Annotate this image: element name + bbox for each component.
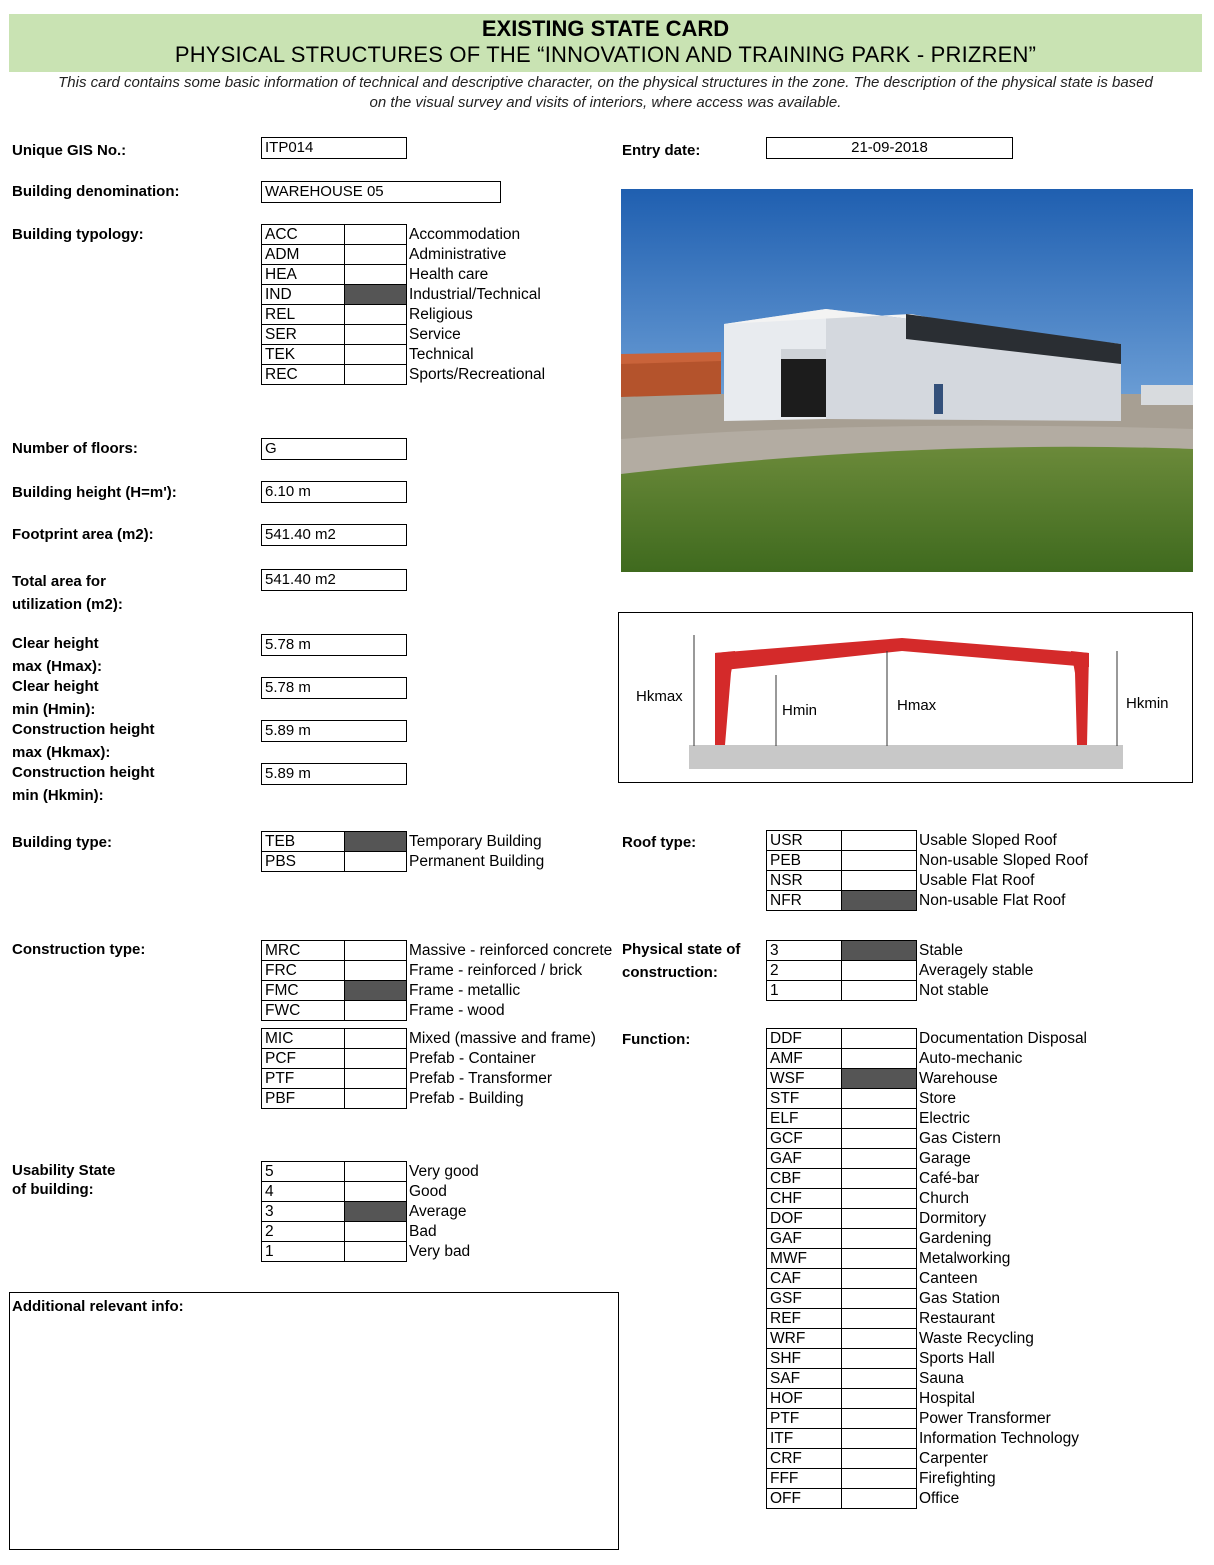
option-description: Sports/Recreational — [409, 365, 546, 383]
hkmax-label — [12, 718, 155, 764]
hkmin-label — [12, 761, 155, 807]
option-description: Very good — [409, 1162, 479, 1180]
option-description: Non-usable Flat Roof — [919, 891, 1066, 909]
option-row — [767, 1329, 1088, 1349]
option-code: CBF — [767, 1169, 842, 1189]
option-description: Good — [409, 1182, 447, 1200]
usability-label-line1: Usability State — [12, 1162, 116, 1179]
option-row — [767, 1489, 1088, 1509]
option-description: Frame - wood — [409, 1001, 505, 1019]
option-checkbox[interactable] — [842, 1429, 917, 1449]
option-code: SAF — [767, 1369, 842, 1389]
option-description: Very bad — [409, 1242, 471, 1260]
option-checkbox[interactable] — [842, 1249, 917, 1269]
option-description: Service — [409, 325, 461, 343]
option-checkbox[interactable] — [842, 871, 917, 891]
option-checkbox[interactable] — [842, 1489, 917, 1509]
diagram-label-hmax: Hmax — [897, 697, 937, 714]
construction-type-table-b — [261, 1028, 597, 1109]
option-description: Frame - reinforced / brick — [409, 961, 583, 979]
option-checkbox[interactable] — [345, 1182, 407, 1202]
option-row — [767, 941, 1034, 961]
floors-label: Number of floors: — [12, 440, 138, 457]
option-checkbox[interactable] — [345, 285, 407, 305]
option-row — [767, 1089, 1088, 1109]
card-title: EXISTING STATE CARD — [481, 16, 730, 41]
option-checkbox[interactable] — [842, 1189, 917, 1209]
option-code: ELF — [767, 1109, 842, 1129]
option-code: PTF — [767, 1409, 842, 1429]
option-description: Technical — [409, 345, 474, 363]
option-checkbox[interactable] — [345, 1202, 407, 1222]
option-code: GAF — [767, 1229, 842, 1249]
option-description: Power Transformer — [919, 1409, 1051, 1427]
option-checkbox[interactable] — [842, 1349, 917, 1369]
denomination-field[interactable]: WAREHOUSE 05 — [261, 181, 501, 203]
option-row — [767, 1069, 1088, 1089]
option-description: Sauna — [919, 1369, 964, 1387]
option-checkbox[interactable] — [842, 1169, 917, 1189]
diagram-label-hmin: Hmin — [782, 702, 818, 719]
option-row — [262, 1242, 480, 1262]
option-row — [262, 305, 546, 325]
usability-label — [12, 1161, 115, 1199]
option-code: REC — [262, 365, 345, 385]
option-checkbox[interactable] — [345, 265, 407, 285]
option-description: Stable — [919, 941, 963, 959]
option-description: Sports Hall — [919, 1349, 995, 1367]
function-label: Function: — [622, 1031, 691, 1048]
option-code: USR — [767, 831, 842, 851]
option-row — [262, 365, 546, 385]
usability-table — [261, 1161, 480, 1262]
option-code: CHF — [767, 1189, 842, 1209]
option-row — [767, 1129, 1088, 1149]
option-description: Massive - reinforced concrete — [409, 941, 613, 959]
option-description: Gardening — [919, 1229, 992, 1247]
option-description: Office — [919, 1489, 960, 1507]
option-description: Averagely stable — [919, 961, 1034, 979]
roof-type-label: Roof type: — [622, 834, 697, 851]
option-checkbox[interactable] — [345, 1069, 407, 1089]
hmin-field[interactable]: 5.78 m — [261, 677, 407, 699]
option-row — [767, 1029, 1088, 1049]
option-row — [767, 1409, 1088, 1429]
option-code: DOF — [767, 1209, 842, 1229]
gis-field[interactable]: ITP014 — [261, 137, 407, 159]
hmin-label — [12, 675, 99, 721]
hkmax-label-line2: max (Hkmax): — [12, 744, 111, 761]
option-code: NFR — [767, 891, 842, 911]
option-checkbox[interactable] — [345, 1001, 407, 1021]
option-row — [767, 961, 1034, 981]
option-checkbox[interactable] — [842, 891, 917, 911]
option-code: SHF — [767, 1349, 842, 1369]
option-checkbox[interactable] — [345, 981, 407, 1001]
option-checkbox[interactable] — [842, 1369, 917, 1389]
intro-line-1: This card contains some basic information of technical and descriptive character, on the physical structures in the zone. The description of the physical state is based — [58, 74, 1153, 91]
option-code: 3 — [767, 941, 842, 961]
option-checkbox[interactable] — [842, 1229, 917, 1249]
option-row — [767, 831, 1089, 851]
option-row — [262, 1182, 480, 1202]
option-code: WSF — [767, 1069, 842, 1089]
option-checkbox[interactable] — [345, 325, 407, 345]
hmax-label-line1: Clear height — [12, 635, 99, 652]
option-description: Religious — [409, 305, 473, 323]
option-code: GAF — [767, 1149, 842, 1169]
option-code: 5 — [262, 1162, 345, 1182]
denomination-label: Building denomination: — [12, 183, 180, 200]
option-row — [767, 1309, 1088, 1329]
option-row — [767, 1349, 1088, 1369]
option-row — [767, 1109, 1088, 1129]
option-description: Garage — [919, 1149, 971, 1167]
option-row — [767, 851, 1089, 871]
option-description: Usable Sloped Roof — [919, 831, 1057, 849]
construction-type-label: Construction type: — [12, 941, 146, 958]
diagram-label-hkmax: Hkmax — [636, 688, 683, 705]
option-row — [767, 1469, 1088, 1489]
entry-date-field[interactable]: 21-09-2018 — [766, 137, 1013, 159]
option-checkbox[interactable] — [345, 1222, 407, 1242]
hkmax-field[interactable]: 5.89 m — [261, 720, 407, 742]
construction-type-table-a — [261, 940, 613, 1021]
option-description: Waste Recycling — [919, 1329, 1034, 1347]
option-row — [262, 1222, 480, 1242]
option-code: NSR — [767, 871, 842, 891]
option-checkbox[interactable] — [345, 941, 407, 961]
option-checkbox[interactable] — [345, 1089, 407, 1109]
hkmax-label-line1: Construction height — [12, 721, 155, 738]
option-code: GCF — [767, 1129, 842, 1149]
option-code: 1 — [262, 1242, 345, 1262]
option-checkbox[interactable] — [345, 365, 407, 385]
total-area-label-line2: utilization (m2): — [12, 596, 123, 613]
option-row — [767, 1149, 1088, 1169]
option-description: Church — [919, 1189, 969, 1207]
option-row — [767, 1449, 1088, 1469]
hmax-field[interactable]: 5.78 m — [261, 634, 407, 656]
option-row — [262, 981, 613, 1001]
option-row — [262, 265, 546, 285]
option-row — [767, 1389, 1088, 1409]
building-photo — [621, 189, 1193, 572]
option-code: ACC — [262, 225, 345, 245]
option-description: Carpenter — [919, 1449, 988, 1467]
option-row — [262, 1049, 597, 1069]
option-checkbox[interactable] — [842, 1269, 917, 1289]
option-row — [767, 1169, 1088, 1189]
option-row — [262, 1001, 613, 1021]
option-row — [767, 1049, 1088, 1069]
option-code: MWF — [767, 1249, 842, 1269]
option-code: DDF — [767, 1029, 842, 1049]
option-description: Prefab - Container — [409, 1049, 536, 1067]
option-description: Accommodation — [409, 225, 521, 243]
option-row — [767, 1369, 1088, 1389]
option-code: HOF — [767, 1389, 842, 1409]
option-checkbox[interactable] — [842, 1089, 917, 1109]
option-row — [767, 1189, 1088, 1209]
option-checkbox[interactable] — [842, 1149, 917, 1169]
option-description: Prefab - Building — [409, 1089, 524, 1107]
option-description: Hospital — [919, 1389, 975, 1407]
option-row — [767, 1269, 1088, 1289]
option-row — [262, 961, 613, 981]
hkmin-label-line1: Construction height — [12, 764, 155, 781]
physical-state-label-line2: construction: — [622, 964, 718, 981]
option-description: Café-bar — [919, 1169, 980, 1187]
option-row — [767, 981, 1034, 1001]
building-type-label: Building type: — [12, 834, 112, 851]
option-row — [767, 1289, 1088, 1309]
option-description: Industrial/Technical — [409, 285, 541, 303]
option-checkbox[interactable] — [842, 1469, 917, 1489]
option-checkbox[interactable] — [842, 851, 917, 871]
hmin-label-line1: Clear height — [12, 678, 99, 695]
option-description: Store — [919, 1089, 957, 1107]
additional-info-box[interactable] — [9, 1292, 619, 1550]
option-code: 4 — [262, 1182, 345, 1202]
card-header — [9, 14, 1202, 72]
physical-state-table — [766, 940, 1034, 1001]
hmin-label-line2: min (Hmin): — [12, 701, 96, 718]
option-row — [262, 832, 545, 852]
option-code: WRF — [767, 1329, 842, 1349]
hmax-label — [12, 632, 102, 678]
option-code: FMC — [262, 981, 345, 1001]
option-description: Dormitory — [919, 1209, 987, 1227]
option-code: CAF — [767, 1269, 842, 1289]
option-checkbox[interactable] — [842, 981, 917, 1001]
option-checkbox[interactable] — [842, 1309, 917, 1329]
option-description: Information Technology — [919, 1429, 1079, 1447]
option-code: FFF — [767, 1469, 842, 1489]
option-code: PBF — [262, 1089, 345, 1109]
option-row — [262, 1202, 480, 1222]
option-code: PEB — [767, 851, 842, 871]
building-type-table — [261, 831, 545, 872]
footprint-label: Footprint area (m2): — [12, 526, 154, 543]
total-area-label-line1: Total area for — [12, 573, 106, 590]
option-code: FWC — [262, 1001, 345, 1021]
option-row — [767, 1429, 1088, 1449]
option-row — [767, 1249, 1088, 1269]
intro-text — [9, 73, 1202, 113]
option-code: 3 — [262, 1202, 345, 1222]
option-checkbox[interactable] — [842, 1049, 917, 1069]
total-area-label — [12, 570, 123, 616]
roof-type-table — [766, 830, 1089, 911]
option-code: AMF — [767, 1049, 842, 1069]
height-field[interactable]: 6.10 m — [261, 481, 407, 503]
option-checkbox[interactable] — [345, 961, 407, 981]
option-description: Restaurant — [919, 1309, 995, 1327]
option-row — [262, 285, 546, 305]
option-checkbox[interactable] — [345, 345, 407, 365]
option-code: PBS — [262, 852, 345, 872]
option-code: REF — [767, 1309, 842, 1329]
option-description: Canteen — [919, 1269, 978, 1287]
diagram-label-hkmin: Hkmin — [1126, 695, 1169, 712]
option-description: Frame - metallic — [409, 981, 521, 999]
total-area-field[interactable]: 541.40 m2 — [261, 569, 407, 591]
option-code: REL — [262, 305, 345, 325]
option-code: MIC — [262, 1029, 345, 1049]
option-checkbox[interactable] — [842, 1029, 917, 1049]
option-checkbox[interactable] — [842, 1109, 917, 1129]
option-code: GSF — [767, 1289, 842, 1309]
option-code: 2 — [262, 1222, 345, 1242]
option-description: Mixed (massive and frame) — [409, 1029, 596, 1047]
option-row — [262, 941, 613, 961]
option-code: OFF — [767, 1489, 842, 1509]
option-row — [767, 1229, 1088, 1249]
option-row — [262, 852, 545, 872]
option-description: Prefab - Transformer — [409, 1069, 552, 1087]
option-row — [262, 1089, 597, 1109]
option-code: STF — [767, 1089, 842, 1109]
option-description: Administrative — [409, 245, 507, 263]
footprint-field[interactable]: 541.40 m2 — [261, 524, 407, 546]
option-code: PTF — [262, 1069, 345, 1089]
hmax-label-line2: max (Hmax): — [12, 658, 103, 675]
additional-info-label: Additional relevant info: — [12, 1298, 184, 1315]
option-checkbox[interactable] — [345, 225, 407, 245]
function-table — [766, 1028, 1088, 1509]
option-checkbox[interactable] — [842, 1069, 917, 1089]
option-code: TEB — [262, 832, 345, 852]
option-description: Not stable — [919, 981, 989, 999]
option-description: Electric — [919, 1109, 970, 1127]
option-code: MRC — [262, 941, 345, 961]
option-checkbox[interactable] — [842, 961, 917, 981]
hkmin-field[interactable]: 5.89 m — [261, 763, 407, 785]
option-checkbox[interactable] — [842, 1389, 917, 1409]
option-description: Average — [409, 1202, 467, 1220]
option-row — [262, 225, 546, 245]
hkmin-label-line2: min (Hkmin): — [12, 787, 104, 804]
option-checkbox[interactable] — [842, 1449, 917, 1469]
option-row — [262, 1069, 597, 1089]
option-description: Documentation Disposal — [919, 1029, 1088, 1047]
option-code: TEK — [262, 345, 345, 365]
option-row — [767, 1209, 1088, 1229]
option-checkbox[interactable] — [345, 1049, 407, 1069]
option-code: ITF — [767, 1429, 842, 1449]
option-row — [262, 325, 546, 345]
option-description: Temporary Building — [409, 832, 542, 850]
option-code: PCF — [262, 1049, 345, 1069]
option-description: Auto-mechanic — [919, 1049, 1023, 1067]
option-checkbox[interactable] — [842, 941, 917, 961]
height-diagram — [618, 612, 1193, 783]
option-code: 1 — [767, 981, 842, 1001]
option-code: HEA — [262, 265, 345, 285]
typology-table — [261, 224, 546, 385]
option-description: Metalworking — [919, 1249, 1011, 1267]
option-row — [767, 891, 1089, 911]
option-checkbox[interactable] — [345, 852, 407, 872]
option-description: Gas Station — [919, 1289, 1000, 1307]
option-description: Permanent Building — [409, 852, 545, 870]
option-code: 2 — [767, 961, 842, 981]
height-label: Building height (H=m'): — [12, 484, 177, 501]
option-code: CRF — [767, 1449, 842, 1469]
entry-date-label: Entry date: — [622, 142, 701, 159]
option-checkbox[interactable] — [842, 1289, 917, 1309]
option-code: FRC — [262, 961, 345, 981]
option-checkbox[interactable] — [842, 1329, 917, 1349]
option-description: Non-usable Sloped Roof — [919, 851, 1088, 869]
option-checkbox[interactable] — [345, 1029, 407, 1049]
option-code: IND — [262, 285, 345, 305]
option-checkbox[interactable] — [842, 1409, 917, 1429]
option-row — [767, 871, 1089, 891]
intro-line-2: on the visual survey and visits of interiors, where access was available. — [369, 94, 842, 111]
option-description: Usable Flat Roof — [919, 871, 1035, 889]
gis-label: Unique GIS No.: — [12, 142, 127, 159]
card-subtitle: PHYSICAL STRUCTURES OF THE “INNOVATION AND TRAINING PARK - PRIZREN” — [174, 42, 1037, 67]
usability-label-line2: of building: — [12, 1181, 94, 1198]
option-checkbox[interactable] — [345, 305, 407, 325]
option-checkbox[interactable] — [842, 1209, 917, 1229]
option-row — [262, 1162, 480, 1182]
physical-state-label-line1: Physical state of — [622, 941, 741, 958]
option-row — [262, 1029, 597, 1049]
option-description: Bad — [409, 1222, 437, 1240]
option-checkbox[interactable] — [345, 245, 407, 265]
option-code: ADM — [262, 245, 345, 265]
option-description: Firefighting — [919, 1469, 996, 1487]
option-description: Warehouse — [919, 1069, 998, 1087]
option-description: Health care — [409, 265, 489, 283]
option-row — [262, 245, 546, 265]
option-checkbox[interactable] — [345, 832, 407, 852]
option-checkbox[interactable] — [842, 1129, 917, 1149]
floors-field[interactable]: G — [261, 438, 407, 460]
option-checkbox[interactable] — [842, 831, 917, 851]
option-checkbox[interactable] — [345, 1162, 407, 1182]
option-checkbox[interactable] — [345, 1242, 407, 1262]
physical-state-label — [622, 938, 740, 984]
typology-label: Building typology: — [12, 226, 144, 243]
option-code: SER — [262, 325, 345, 345]
option-row — [262, 345, 546, 365]
option-description: Gas Cistern — [919, 1129, 1001, 1147]
